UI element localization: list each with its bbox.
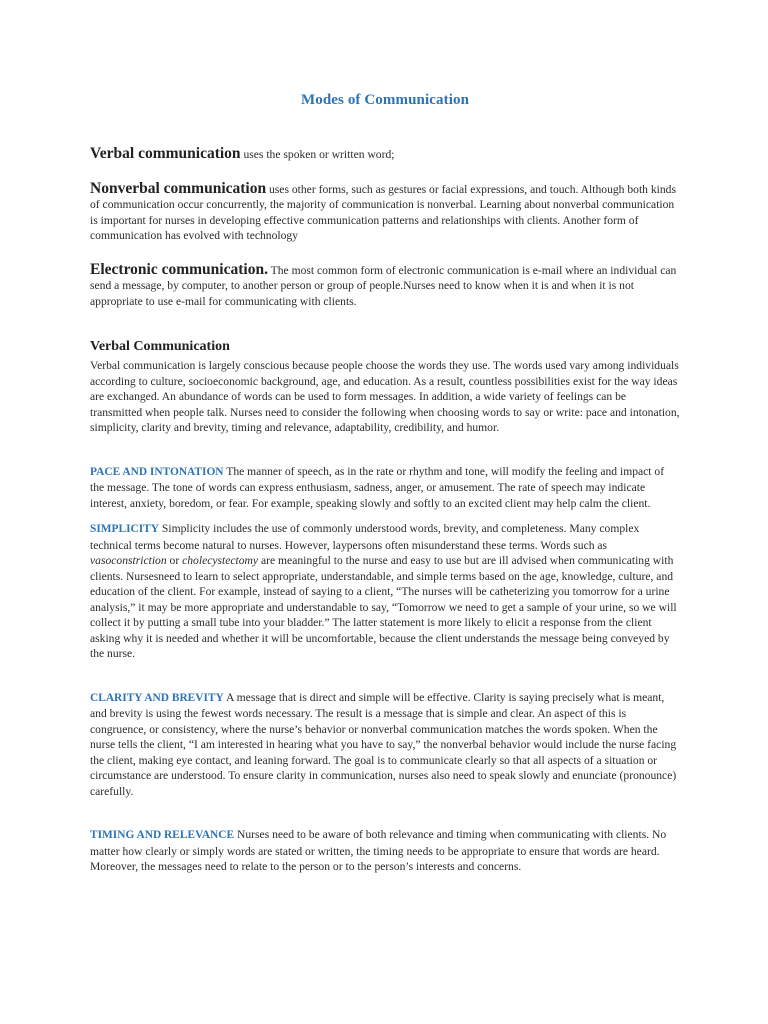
pace-intonation-text: The manner of speech, as in the rate or rhythm and tone, will modify the feeling and impact of the message. The tone of words can express enthusiasm, sadness, anger, or amusement. The rate of speech may indicate interest, anxiety, boredom, or fear. For example, speaking slowly and softly to an excited client may help calm the client. xyxy=(90,464,665,510)
document-title: Modes of Communication xyxy=(300,92,470,108)
clarity-brevity-text: A message that is direct and simple will be effective. Clarity is saying precisely what is meant, and brevity is using the fewest words necessary. The result is a message that is simple and clear. An aspect of this is congruence, or consistency, where the nurse’s behavior or nonverbal communication matches the words spoken. When the nurse tells the client, “I am interested in hearing what you have to say,” the nonverbal behavior would include the nurse facing the client, making eye contact, and leaning forward. The goal is to communicate clearly so that all aspects of a situation or circumstance are understood. To ensure clarity in communication, nurses also need to speak slowly and enunciate (pronounce) carefully. xyxy=(90,690,677,798)
verbal-communication-paragraph xyxy=(90,146,680,163)
electronic-communication-paragraph xyxy=(90,262,680,310)
simplicity-term-cholecystectomy: cholecystectomy xyxy=(182,554,259,567)
verbal-communication-lead: Verbal communication xyxy=(90,145,241,162)
simplicity-keyword: SIMPLICITY xyxy=(90,523,159,535)
nonverbal-communication-paragraph xyxy=(90,181,680,244)
simplicity-text-2: or xyxy=(166,554,183,567)
clarity-brevity-keyword: CLARITY AND BREVITY xyxy=(90,691,224,704)
electronic-communication-text: The most common form of electronic communication is e-mail where an individual can send a message, by computer, to another person or group of people.Nurses need to know when it is and when it is not appropriate to use e-mail for communicating with clients. xyxy=(90,263,677,308)
simplicity-text-3: are meaningful to the nurse and easy to use but are ill advised when communicating with clients. Nursesneed to learn to select appropriate, understandable, and simple terms based on the age, knowledge, culture, and education of the client. For example, instead of saying to a client, “The nurses will be catheterizing you tomorrow for a urine analysis,” it may be more appropriate and understandable to say, “Tomorrow we need to get a sample of your urine, so we will collect it by putting a small tube into your bladder.” The latter statement is more likely to elicit a response from the client asking why it is needed and whether it will be uncomfortable, because the client understands the message being conveyed by the nurse. xyxy=(90,554,677,660)
document-body xyxy=(90,92,680,875)
clarity-brevity-paragraph xyxy=(90,690,680,800)
nonverbal-communication-text: uses other forms, such as gestures or facial expressions, and touch. Although both kinds of communication occur concurrently, the majority of communication is nonverbal. Learning about nonverbal communication is important for nurses in developing effective communication patterns and relationships with clients. Another form of communication has evolved with technology xyxy=(90,182,676,242)
verbal-communication-text: uses the spoken or written word; xyxy=(240,148,395,161)
simplicity-paragraph xyxy=(90,521,680,662)
timing-relevance-paragraph xyxy=(90,827,680,875)
verbal-communication-section-text: Verbal communication is largely conscious because people choose the words they use. The words used vary among individuals according to culture, socioeconomic background, age, and education. As a result, countless possibilities exist for the way ideas are exchanged. An abundance of words can be used to form messages. In addition, a wide variety of feelings can be transmitted when people talk. Nurses need to consider the following when choosing words to say or write: pace and intonation, simplicity, clarity and brevity, timing and relevance, adaptability, credibility, and humor. xyxy=(90,359,680,434)
electronic-communication-lead: Electronic communication. xyxy=(90,260,268,278)
verbal-communication-heading: Verbal Communication xyxy=(90,339,230,354)
simplicity-text-1: Simplicity includes the use of commonly understood words, brevity, and completeness. Many complex technical terms become natural to nurses. However, laypersons often misunderstand these terms. Words such as xyxy=(90,522,640,552)
timing-relevance-text: Nurses need to be aware of both relevance and timing when communicating with clients. No matter how clearly or simply words are stated or written, the timing needs to be appropriate to ensure that words are heard. Moreover, the messages need to relate to the person or to the person’s interests and concerns. xyxy=(90,828,667,873)
pace-intonation-paragraph xyxy=(90,464,680,512)
timing-relevance-keyword: TIMING AND RELEVANCE xyxy=(90,829,235,841)
nonverbal-communication-lead: Nonverbal communication xyxy=(90,179,267,197)
simplicity-term-vasoconstriction: vasoconstriction xyxy=(90,554,167,567)
pace-intonation-keyword: PACE AND INTONATION xyxy=(90,465,224,478)
